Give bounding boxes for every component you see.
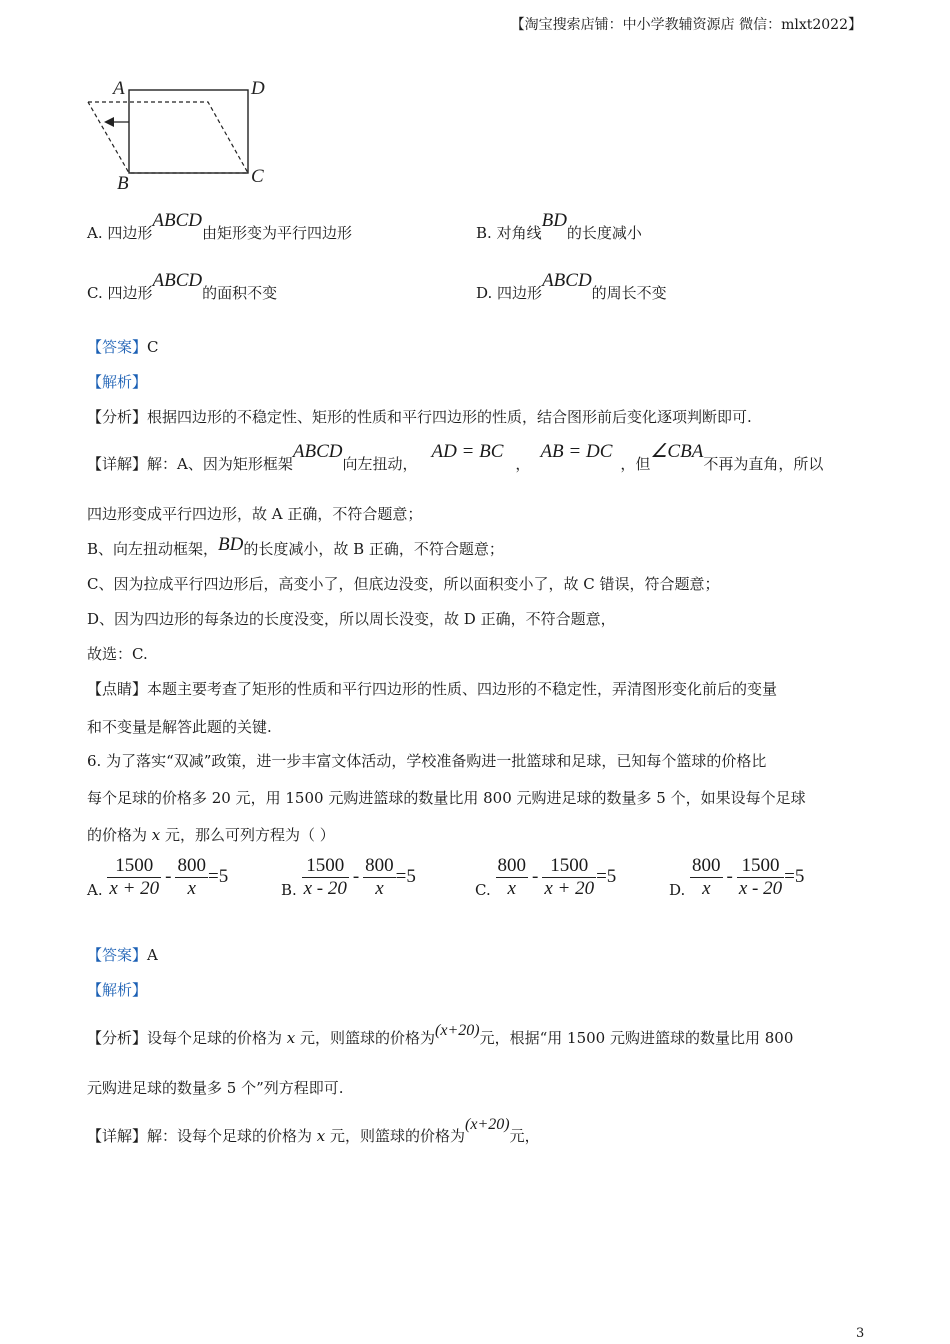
q5-answer: 【答案】C (87, 338, 159, 356)
left-arrow-icon (104, 117, 114, 127)
q5-line-c: C、因为拉成平行四边形后，高变小了，但底边没变，所以面积变小了，故 C 错误，符合题意； (87, 575, 720, 593)
label-d: D (251, 78, 265, 99)
q5-choose: 故选：C. (87, 645, 148, 663)
q6-option-c: C. $\frac{800}{x}$ - $\frac{1500}{x + 20}$ =5 (475, 855, 617, 899)
q5-option-b: B. 对角线BD的长度减小 (476, 210, 642, 242)
rectangle-parallelogram-figure (80, 72, 280, 197)
q6-fenxi-line1: 【分析】设每个足球的价格为 x 元，则篮球的价格为(x+20)元，根据“用 1500 元购进篮球的数量比用 800 (87, 1022, 794, 1047)
q5-line-a: 四边形变成平行四边形，故 A 正确，不符合题意； (87, 505, 423, 523)
page-number: 3 (856, 1326, 865, 1341)
q5-line-b: B、向左扭动框架，BD的长度减小，故 B 正确，不符合题意； (87, 534, 504, 558)
q6-analysis-tag: 【解析】 (87, 981, 148, 999)
dashed-parallelogram (88, 102, 248, 173)
q6-option-d: D. $\frac{800}{x}$ - $\frac{1500}{x - 20}$ =5 (669, 855, 805, 899)
q6-detail: 【详解】解：设每个足球的价格为 x 元，则篮球的价格为(x+20)元， (87, 1116, 540, 1145)
q5-option-c: C. 四边形ABCD的面积不变 (87, 270, 278, 302)
q5-line-d: D、因为四边形的每条边的长度没变，所以周长没变，故 D 正确，不符合题意， (87, 610, 616, 628)
q6-option-a: A. $\frac{1500}{x + 20}$ - $\frac{800}{x}$ =5 (87, 855, 229, 899)
label-c: C (251, 166, 264, 187)
q6-option-b: B. $\frac{1500}{x - 20}$ - $\frac{800}{x}$ =5 (281, 855, 416, 899)
label-b: B (117, 173, 129, 194)
q6-stem-line3: 的价格为 x 元，那么可列方程为（ ） (87, 826, 335, 844)
q5-dianjing-line1: 【点睛】本题主要考查了矩形的性质和平行四边形的性质、四边形的不稳定性，弄清图形变化前后的变量 (87, 680, 778, 698)
q5-dianjing-line2: 和不变量是解答此题的关键. (87, 718, 272, 736)
label-a: A (113, 78, 125, 99)
q6-stem-line1: 6. 为了落实“双减”政策，进一步丰富文体活动，学校准备购进一批篮球和足球，已知每个篮球的价格比 (87, 752, 767, 770)
q5-analysis-tag: 【解析】 (87, 373, 148, 391)
q5-detail-line1: 【详解】解：A、因为矩形框架ABCD向左扭动，AD = BC，AB = DC，但∠CBA不再为直角，所以 (87, 441, 824, 473)
page-header: 【淘宝搜索店铺：中小学教辅资源店 微信：mlxt2022】 (510, 17, 862, 33)
q5-option-d: D. 四边形ABCD的周长不变 (476, 270, 667, 302)
q6-stem-line2: 每个足球的价格多 20 元，用 1500 元购进篮球的数量比用 800 元购进足球的数量多 5 个，如果设每个足球 (87, 789, 806, 807)
q5-option-a: A. 四边形ABCD由矩形变为平行四边形 (87, 210, 353, 242)
q5-fenxi: 【分析】根据四边形的不稳定性、矩形的性质和平行四边形的性质，结合图形前后变化逐项判断即可. (87, 408, 752, 426)
q6-answer: 【答案】A (87, 946, 158, 964)
q6-fenxi-line2: 元购进足球的数量多 5 个”列方程即可. (87, 1079, 344, 1097)
